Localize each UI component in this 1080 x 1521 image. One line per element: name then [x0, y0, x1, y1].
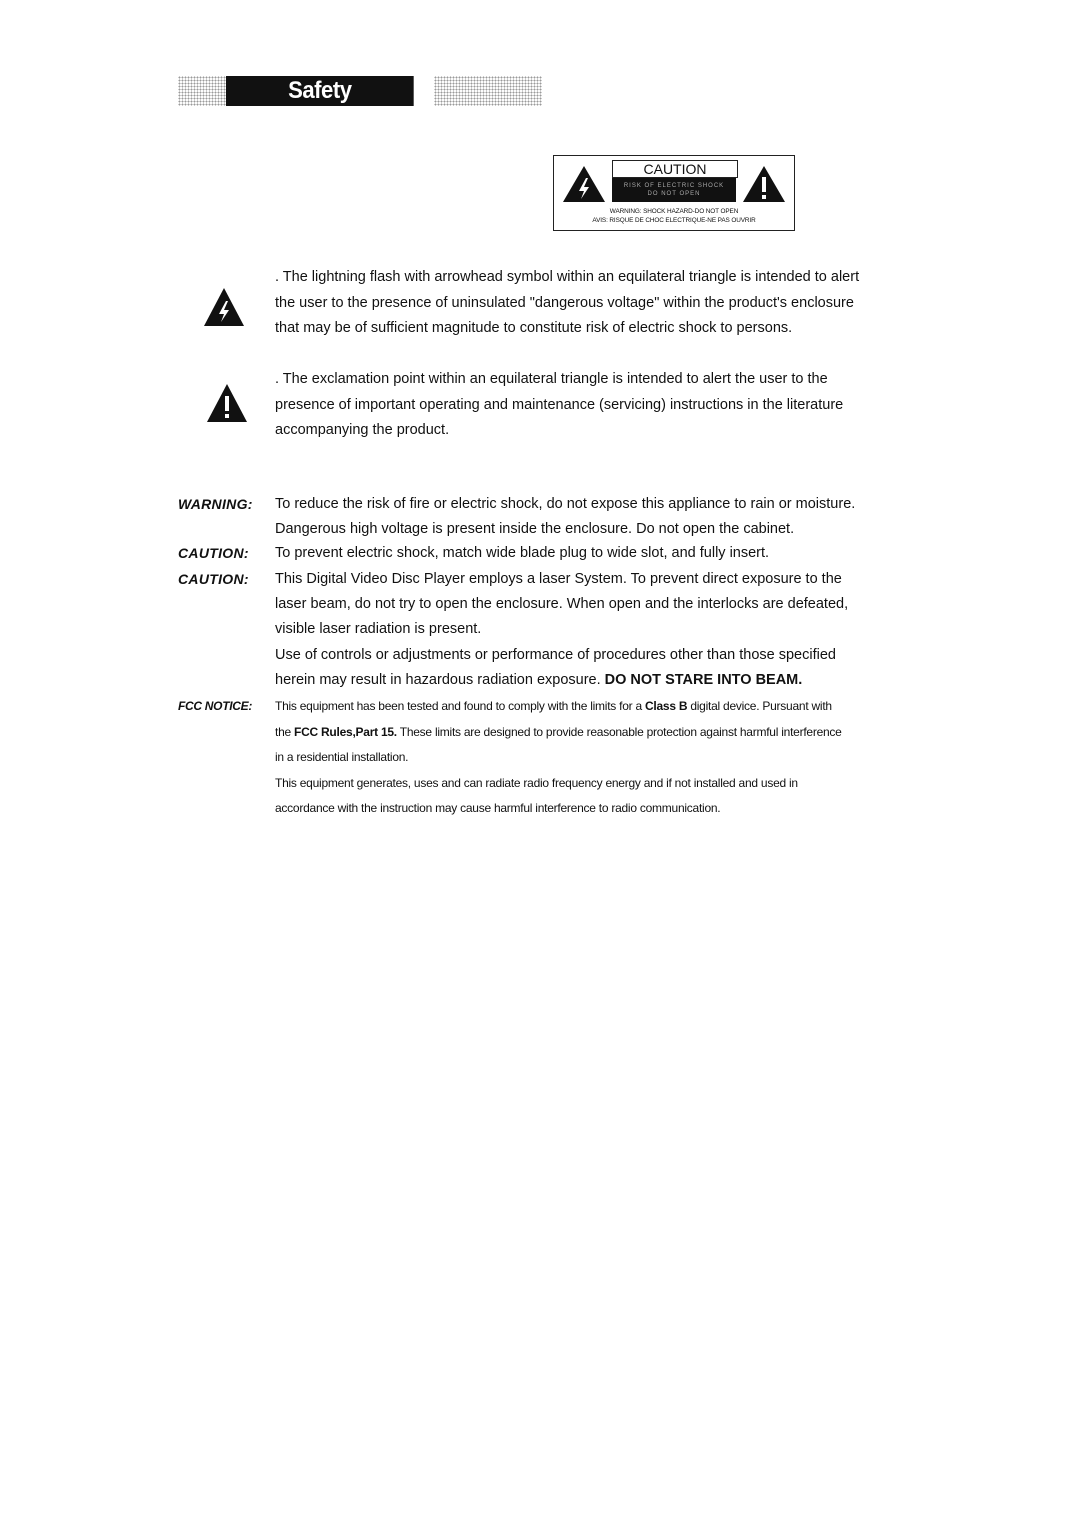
warning-line: Dangerous high voltage is present inside the enclosure. Do not open the cabinet.: [275, 521, 795, 537]
fcc-text: digital device. Pursuant with: [687, 699, 832, 713]
fcc-class-b: Class B: [644, 699, 688, 713]
fcc-line: [275, 720, 842, 745]
fcc-line: in a residential installation.: [275, 750, 409, 764]
exclamation-triangle-icon: [742, 164, 786, 204]
lightning-triangle-icon: [562, 164, 606, 204]
fcc-line: This equipment generates, uses and can radiate radio frequency energy and if not installed and used in: [275, 776, 798, 790]
fcc-text: the: [275, 725, 295, 739]
warning-tag: WARNING:: [178, 496, 253, 512]
lightning-triangle-icon: [203, 287, 245, 327]
fcc-text: These limits are designed to provide reasonable protection against harmful interference: [396, 725, 842, 739]
caution-band: [612, 178, 736, 202]
text-line: . The exclamation point within an equilateral triangle is intended to alert the user to the: [275, 371, 828, 387]
title-dot-pattern-left: [178, 76, 226, 106]
caution-tag: CAUTION:: [178, 545, 249, 561]
fcc-line: accordance with the instruction may cause harmful interference to radio communication.: [275, 801, 721, 815]
text-line: accompanying the product.: [275, 422, 450, 438]
caution-line: visible laser radiation is present.: [275, 621, 482, 637]
caution-line: Use of controls or adjustments or performance of procedures other than those specified: [275, 647, 836, 663]
caution-warning-line: WARNING: SHOCK HAZARD-DO NOT OPEN: [609, 208, 739, 215]
fcc-rules-part15: FCC Rules,Part 15.: [294, 725, 397, 739]
text-line: . The lightning flash with arrowhead symbol within an equilateral triangle is intended to alert: [275, 269, 860, 285]
fcc-line: [275, 694, 832, 719]
caution-avis-line: AVIS: RISQUE DE CHOC ELECTRIQUE-NE PAS OUVRIR: [592, 217, 756, 224]
caution-line: This Digital Video Disc Player employs a laser System. To prevent direct exposure to the: [275, 571, 842, 587]
caution-tag: CAUTION:: [178, 571, 249, 587]
lightning-explanation: [275, 265, 915, 342]
warning-line: To reduce the risk of fire or electric shock, do not expose this appliance to rain or moisture.: [275, 496, 856, 512]
text-line: the user to the presence of uninsulated "dangerous voltage" within the product's enclosure: [275, 294, 854, 311]
caution-line: [275, 668, 802, 693]
caution-heading: CAUTION: [612, 160, 738, 178]
caution-line: laser beam, do not try to open the enclosure. When open and the interlocks are defeated,: [275, 596, 849, 612]
text-line: that may be of sufficient magnitude to constitute risk of electric shock to persons.: [275, 320, 793, 336]
exclamation-triangle-icon: [206, 383, 248, 423]
caution-band-line1: RISK OF ELECTRIC SHOCK: [623, 183, 725, 189]
do-not-stare-warning: DO NOT STARE INTO BEAM.: [604, 672, 803, 688]
page-title: Safety Precautions: [226, 76, 414, 106]
fcc-text: This equipment has been tested and found to comply with the limits for a: [275, 699, 645, 713]
caution-band-line2: DO NOT OPEN: [647, 191, 701, 197]
section-title-banner: [178, 76, 542, 134]
caution-text: herein may result in hazardous radiation exposure.: [275, 672, 605, 688]
text-line: presence of important operating and maintenance (servicing) instructions in the literature: [275, 396, 844, 413]
caution-line: To prevent electric shock, match wide blade plug to wide slot, and fully insert.: [275, 545, 770, 561]
fcc-notice-tag: FCC NOTICE:: [178, 699, 253, 713]
title-dot-pattern-right: [434, 76, 542, 106]
exclamation-explanation: [275, 367, 915, 444]
caution-label: [553, 155, 795, 231]
